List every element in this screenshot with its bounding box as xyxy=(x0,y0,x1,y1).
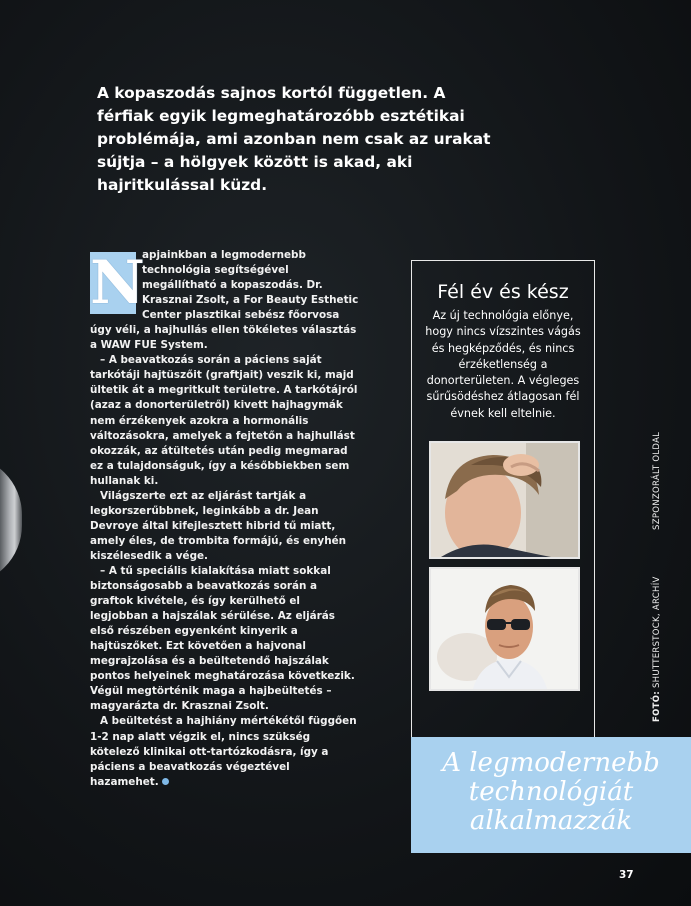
paragraph-text: A beültetést a hajhiány mértékétől függően 1-2 nap alatt végzik el, nincs szükség kötelező klinikai ott-tartózkodásra, így a páciens a beavatkozás végeztével hazamehet. xyxy=(90,715,357,788)
article-body xyxy=(90,248,360,790)
photo-hair-check xyxy=(429,441,580,559)
background-object-edge xyxy=(0,455,22,585)
article-paragraph-1 xyxy=(90,248,360,353)
photo-man-sunglasses xyxy=(429,567,580,691)
drop-cap: N xyxy=(90,248,145,318)
sidebar-text: Az új technológia előnye, hogy nincs vízszintes vágás és hegképződés, és nincs érzéketlenség a donorterületen. A végleges sűrűsödéshez átlagosan fél évnek kell eltelnie. xyxy=(425,309,581,420)
photo-credit-label: FOTÓ: xyxy=(652,691,662,722)
article-paragraph-4: – A tű speciális kialakítása miatt sokkal biztonságosabb a beavatkozás során a graftok kivétele, és így kerülhető el legjobban a hajszálak sérülése. Az eljárás első részében egyenként kinyerik a hajtüszőket. Ezt követően a hajvonal megrajzolása és a beültetendő hajszálak pontos helyeinek meghatározása következik. Végül megtörténik maga a hajbeültetés – magyarázta dr. Krasznai Zsolt. xyxy=(90,564,355,713)
sidebar-title: Fél év és kész xyxy=(437,281,569,303)
article-paragraph-3: Világszerte ezt az eljárást tartják a legkorszerűbbnek, leginkább a dr. Jean Devroye által kifejlesztett hibrid tű miatt, amely éles, de trombita formájú, és enyhén kiszélesedik a vége. xyxy=(90,489,347,562)
sponsored-label: SZPONZORÁLT OLDAL xyxy=(652,431,662,530)
photo-credit xyxy=(652,576,662,722)
photo-man-sunglasses-image xyxy=(431,569,578,689)
end-mark-icon xyxy=(162,778,169,785)
lead-paragraph: A kopaszodás sajnos kortól független. A férfiak egyik legmeghatározóbb esztétikai problémája, ami azonban nem csak az urakat sújtja – a hölgyek között is akad, aki hajritkulással küzd. xyxy=(97,84,491,194)
article-paragraph-5 xyxy=(90,714,360,789)
photo-hair-check-image xyxy=(431,443,578,557)
article-paragraph-2: – A beavatkozás során a páciens saját tarkótáji hajtüszőit (graftjait) veszik ki, majd ültetik át a megritkult területre. A tarkótájról (azaz a donorterületről) kivett hajhagymák nem érzékenyek azokra a hormonális változásokra, amelyek a fejtetőn a hajhullást okozzák, az átültetés után pedig megmarad ez a tulajdonságuk, így a későbbiekben sem hullanak ki. xyxy=(90,354,358,487)
pull-quote: A legmodernebb technológiát alkalmazzák xyxy=(411,737,691,853)
paragraph-text: apjainkban a legmodernebb technológia segítségével megállítható a kopaszodás. Dr. Krasznai Zsolt, a For Beauty Esthetic Center plasztikai sebész főorvosa úgy véli, a hajhullás ellen tökéletes választás a WAW FUE System. xyxy=(90,249,359,352)
photo-credit-source: SHUTTERSTOCK, ARCHÍV xyxy=(652,576,662,689)
page-number: 37 xyxy=(619,869,634,881)
